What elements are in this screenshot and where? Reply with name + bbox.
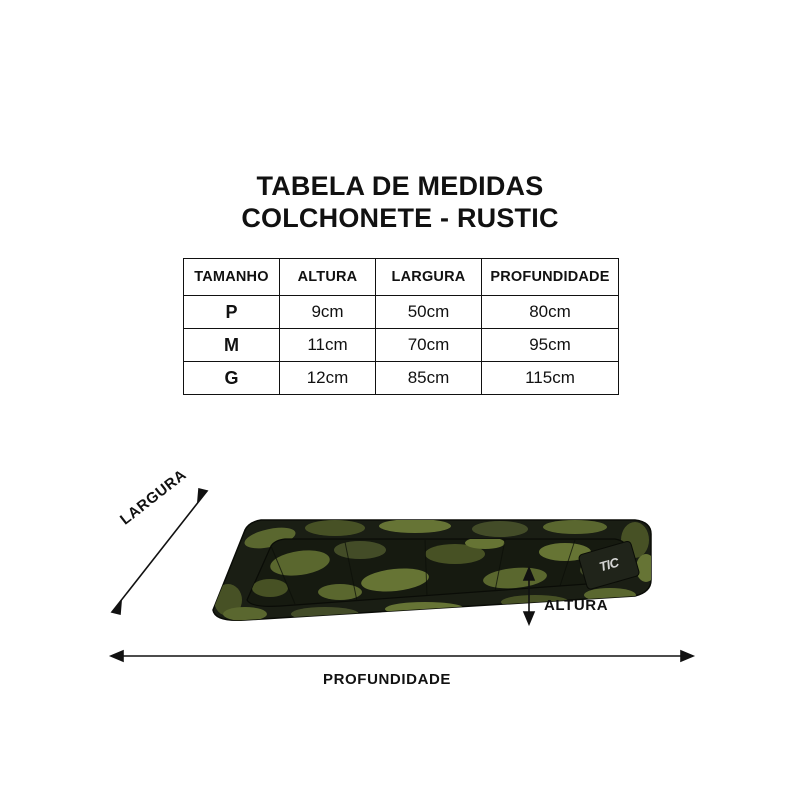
cell-largura-g: 85cm <box>376 362 482 395</box>
page-title <box>0 170 800 234</box>
cell-altura-p: 9cm <box>280 296 376 329</box>
cell-altura-m: 11cm <box>280 329 376 362</box>
cell-altura-g: 12cm <box>280 362 376 395</box>
cell-size-p: P <box>184 296 280 329</box>
title-line-1: TABELA DE MEDIDAS <box>256 171 544 201</box>
label-altura: ALTURA <box>544 597 609 614</box>
column-header-tamanho: TAMANHO <box>184 259 280 296</box>
column-header-largura: LARGURA <box>376 259 482 296</box>
cell-size-g: G <box>184 362 280 395</box>
cell-largura-m: 70cm <box>376 329 482 362</box>
product-diagram <box>95 468 705 698</box>
title-line-2: COLCHONETE - RUSTIC <box>241 203 559 233</box>
cell-profundidade-g: 115cm <box>482 362 619 395</box>
column-header-profundidade: PROFUNDIDADE <box>482 259 619 296</box>
column-header-altura: ALTURA <box>280 259 376 296</box>
cell-largura-p: 50cm <box>376 296 482 329</box>
table-header-row <box>184 259 619 296</box>
table-row <box>184 296 619 329</box>
brand-tag-label: TIC <box>597 554 621 575</box>
pet-mat-illustration <box>95 468 705 698</box>
label-profundidade: PROFUNDIDADE <box>323 671 452 688</box>
measures-table <box>183 258 619 395</box>
profundidade-dimension-arrow <box>111 651 693 661</box>
cell-size-m: M <box>184 329 280 362</box>
table-row <box>184 329 619 362</box>
label-largura: LARGURA <box>117 466 190 529</box>
cell-profundidade-m: 95cm <box>482 329 619 362</box>
cell-profundidade-p: 80cm <box>482 296 619 329</box>
table-row <box>184 362 619 395</box>
